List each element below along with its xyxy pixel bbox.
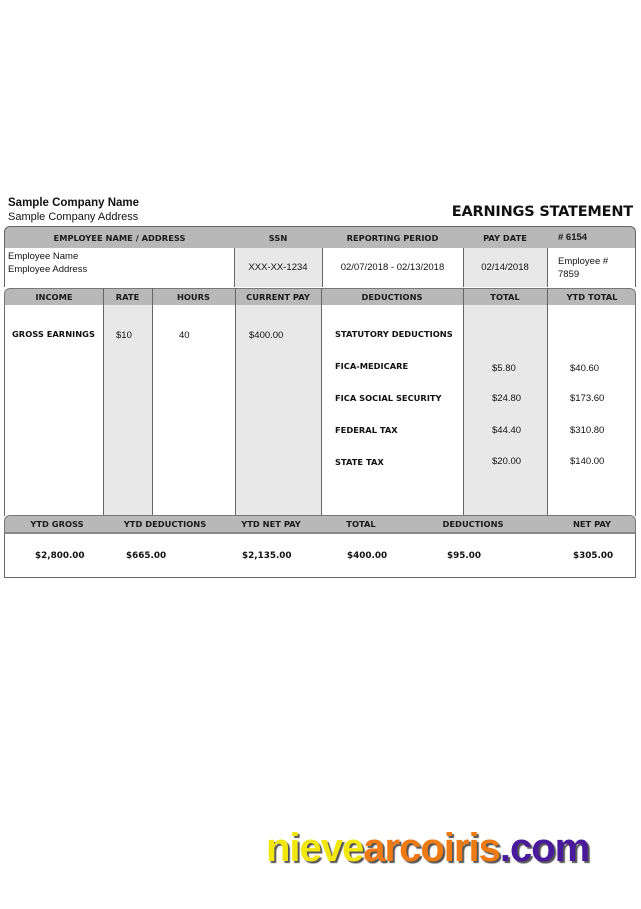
ssn-value: XXX-XX-1234 [248, 262, 308, 273]
company-address: Sample Company Address [8, 211, 139, 223]
deduction-label: FICA-MEDICARE [335, 361, 409, 371]
header-ytd-total: YTD TOTAL [566, 292, 618, 302]
income-rate: $10 [116, 330, 132, 341]
employee-info-table [4, 226, 636, 287]
header-deductions: DEDUCTIONS [361, 292, 423, 302]
header-reporting-period: REPORTING PERIOD [346, 232, 439, 243]
deduction-label: STATE TAX [335, 457, 384, 467]
header-ytd-deductions: YTD DEDUCTIONS [123, 519, 207, 529]
header-pay-date: PAY DATE [483, 232, 527, 243]
total-value: $400.00 [347, 551, 388, 561]
divider [463, 288, 464, 516]
divider [235, 288, 236, 516]
divider [152, 288, 153, 516]
deduction-total: $20.00 [492, 456, 522, 467]
header-current-pay: CURRENT PAY [246, 292, 310, 302]
header-total: TOTAL [346, 519, 376, 529]
deduction-ytd: $310.80 [570, 425, 605, 436]
check-number: # 6154 [558, 232, 588, 243]
divider [547, 288, 548, 516]
ytd-gross-value: $2,800.00 [35, 551, 85, 561]
header-employee-name-address: EMPLOYEE NAME / ADDRESS [53, 232, 186, 243]
deduction-label: FICA SOCIAL SECURITY [335, 393, 442, 403]
watermark-part-1: nieve [266, 826, 364, 870]
header-rate: RATE [115, 292, 140, 302]
deduction-total: $24.80 [492, 393, 522, 404]
watermark-part-3: .com [499, 826, 590, 870]
divider [547, 248, 548, 287]
header-net-pay: NET PAY [572, 519, 612, 529]
income-hours: 40 [179, 330, 190, 341]
deduction-ytd: $140.00 [570, 456, 605, 467]
earnings-header-row [4, 288, 636, 305]
income-current-pay: $400.00 [249, 330, 284, 341]
header-income: INCOME [35, 292, 73, 302]
summary-body-row [4, 534, 636, 578]
pay-date-value: 02/14/2018 [481, 262, 529, 273]
reporting-period-value: 02/07/2018 - 02/13/2018 [340, 262, 445, 273]
employee-address: Employee Address [8, 264, 88, 275]
ytd-deductions-value: $665.00 [126, 551, 167, 561]
header-ytd-net-pay: YTD NET PAY [241, 519, 301, 529]
deduction-total: $44.40 [492, 425, 522, 436]
header-ytd-gross: YTD GROSS [30, 519, 84, 529]
deduction-ytd: $173.60 [570, 393, 605, 404]
total-shade [463, 305, 547, 516]
employee-number: 7859 [558, 269, 580, 280]
deduction-total: $5.80 [492, 363, 516, 374]
statutory-deductions-label: STATUTORY DEDUCTIONS [335, 329, 453, 339]
earnings-deductions-table [4, 288, 636, 516]
deductions-value: $95.00 [447, 551, 481, 561]
earnings-body [4, 305, 636, 516]
summary-header-row [4, 515, 636, 534]
divider [321, 288, 322, 516]
net-pay-value: $305.00 [573, 551, 614, 561]
header-hours: HOURS [176, 292, 211, 302]
income-label: GROSS EARNINGS [12, 329, 95, 339]
watermark-part-2: arcoiris [363, 826, 500, 870]
employee-name: Employee Name [8, 251, 79, 262]
ytd-net-pay-value: $2,135.00 [242, 551, 292, 561]
company-name: Sample Company Name [8, 197, 140, 209]
summary-table [4, 515, 636, 578]
document-title: EARNINGS STATEMENT [451, 204, 633, 220]
header-total: TOTAL [490, 292, 520, 302]
header-ssn: SSN [268, 232, 288, 243]
watermark-logo [266, 826, 589, 871]
employee-number-label: Employee # [558, 256, 609, 267]
deduction-label: FEDERAL TAX [335, 425, 398, 435]
info-body-row [4, 248, 636, 287]
deduction-ytd: $40.60 [570, 363, 600, 374]
info-header-row [4, 226, 636, 248]
divider [103, 288, 104, 516]
header-deductions: DEDUCTIONS [442, 519, 504, 529]
